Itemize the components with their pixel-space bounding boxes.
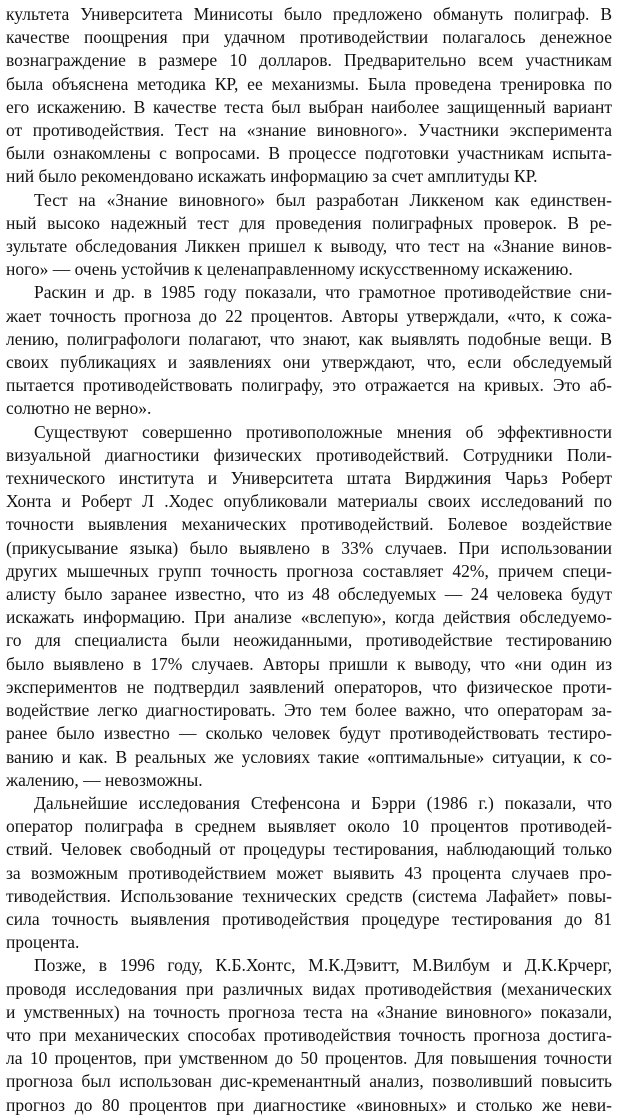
text-line: Раскин и др. в 1985 году показали, что грамотное противодействие сни- xyxy=(34,282,612,303)
text-line: от противодействия. Тест на «знание виновного». Участники эксперимента xyxy=(6,120,612,141)
text-line: проводя исследования при различных видах противодействия (механических xyxy=(6,978,612,999)
text-line: культета Университета Минисоты было предложено обмануть полиграф. В xyxy=(6,4,612,24)
text-line: были ознакомлены с вопросами. В процессе подготовки участникам испыта- xyxy=(6,143,612,164)
text-line: Позже, в 1996 году, К.Б.Хонтс, М.К.Дэвитт, М.Вилбум и Д.К.Крчерг, xyxy=(34,955,612,976)
text-line: и умственных) на точность прогноза теста на «Знание виновного» показали, xyxy=(6,1001,612,1022)
text-line: точности выявления механических противодействий. Болевое воздействие xyxy=(6,514,612,535)
text-line: сила точность выявления противодействия процедуре тестирования до 81 xyxy=(6,908,612,929)
paragraph xyxy=(6,954,614,1116)
text-line: визуальной диагностики физических противодействий. Сотрудники Поли- xyxy=(6,444,612,465)
text-line: своих публикациях и заявлениях они утверждают, что, если обследуемый xyxy=(6,352,612,373)
text-line: алисту было заранее известно, что из 48 обследуемых — 24 человека будут xyxy=(6,584,612,605)
text-line: лению, полиграфологи полагают, что знают, как выявлять подобные вещи. В xyxy=(6,328,612,349)
text-line: ванию и как. В реальных же условиях такие «оптимальные» ситуации, к со- xyxy=(6,746,612,767)
text-line: жает точность прогноза до 22 процентов. Авторы утверждали, «что, к сожа- xyxy=(6,305,612,326)
text-line: прогноз до 80 процентов при диагностике «виновных» и столько же неви- xyxy=(6,1094,612,1115)
text-line: что при механических способах противодействия точность прогноза достига- xyxy=(6,1024,612,1045)
text-line: процента. xyxy=(6,932,80,953)
text-line: зультате обследования Ликкен пришел к выводу, что тест на «Знание винов- xyxy=(6,236,612,257)
text-line: Существуют совершенно противоположные мнения об эффективности xyxy=(34,421,612,442)
text-line: тиводействия. Использование технических средств (система Лафайет» повы- xyxy=(6,885,612,906)
text-line: ний было рекомендовано искажать информацию за счет амплитуды КР. xyxy=(6,166,538,187)
text-line: прогноза был использован дис-кременантный анализ, позволивший повысить xyxy=(6,1071,612,1092)
text-line: водействие легко диагностировать. Это тем более важно, что операторам за- xyxy=(6,700,612,721)
text-line: его искажению. В качестве теста был выбран наиболее защищенный вариант xyxy=(6,96,612,117)
text-line: ного» — очень устойчив к целенаправленному искусственному искажению. xyxy=(6,259,573,280)
text-line: ла 10 процентов, при умственном до 50 процентов. Для повышения точности xyxy=(6,1048,612,1069)
text-line: была объяснена методика КР, ее механизмы. Была проведена тренировка по xyxy=(6,73,612,94)
text-line: пытается противодействовать полиграфу, это отражается на кривых. Это аб- xyxy=(6,375,612,396)
text-line: (прикусывание языка) было выявлено в 33% случаев. При использовании xyxy=(6,537,612,558)
text-line: солютно не верно». xyxy=(6,398,152,419)
text-line: других мышечных групп точность прогноза составляет 42%, причем специ- xyxy=(6,560,612,581)
text-line: искажать информацию. При анализе «вслепую», когда действия обследуемо- xyxy=(6,607,612,628)
paragraph xyxy=(6,281,614,420)
text-line: оператор полиграфа в среднем выявляет около 10 процентов противодей- xyxy=(6,816,612,837)
text-line: Тест на «Знание виновного» был разработан Ликкеном как единствен- xyxy=(34,189,612,210)
text-line: Хонта и Роберт Л .Ходес опубликовали материалы своих исследований по xyxy=(6,491,612,512)
body-text xyxy=(6,3,614,1117)
text-line: технического института и Университета штата Вирджиния Чарьз Роберт xyxy=(6,468,612,489)
text-line: за возможным противодействием может выявить 43 процента случаев про- xyxy=(6,862,612,883)
text-line: ствий. Человек свободный от процедуры тестирования, наблюдающий только xyxy=(6,839,612,860)
paragraph xyxy=(6,792,614,954)
paragraph xyxy=(6,3,614,189)
text-line: качестве поощрения при удачном противодействии полагалось денежное xyxy=(6,27,612,48)
text-line: было выявлено в 17% случаев. Авторы пришли к выводу, что «ни один из xyxy=(6,653,612,674)
text-line: Дальнейшие исследования Стефенсона и Бэрри (1986 г.) показали, что xyxy=(34,792,612,813)
paragraph xyxy=(6,421,614,792)
text-line: жалению, — невозможны. xyxy=(6,769,203,790)
text-line: ный высоко надежный тест для проведения полиграфных проверок. В ре- xyxy=(6,212,612,233)
paragraph xyxy=(6,189,614,282)
text-line: го для специалиста были неожиданными, противодействие тестированию xyxy=(6,630,612,651)
text-line: экспериментов не подтвердил заявлений операторов, что физическое проти- xyxy=(6,676,612,697)
text-line: вознаграждение в размере 10 долларов. Предварительно всем участникам xyxy=(6,50,612,71)
text-line: ранее было известно — сколько человек будут противодействовать тестиро- xyxy=(6,723,612,744)
